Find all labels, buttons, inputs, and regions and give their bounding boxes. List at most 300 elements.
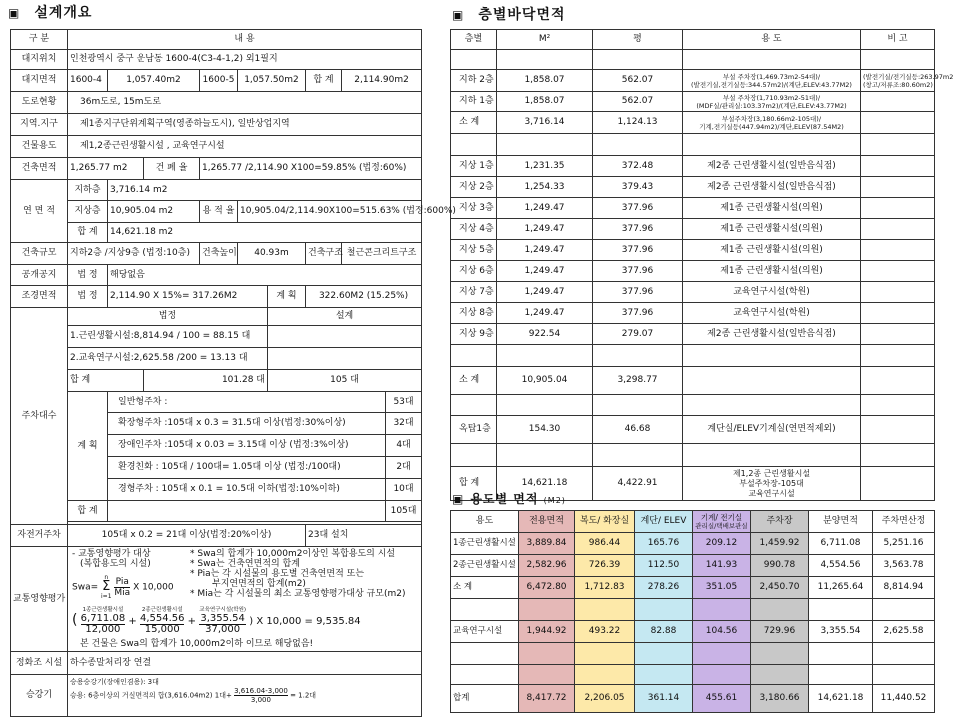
- traffic-line2: (복합용도의 시설): [80, 559, 151, 569]
- usage-mech: [693, 599, 751, 621]
- floor-use-line: (MDF실/관리실:103.37m2)/(계단,ELEV:43.77M2): [696, 101, 847, 110]
- coverage-ratio-value: 1,265.77 /2,114.90 X100=59.85% (법정:60%): [200, 158, 422, 180]
- floor-name: 지상 6층: [451, 261, 497, 282]
- usage-park: [751, 665, 809, 685]
- floor-note: [861, 395, 935, 416]
- usage-conv: 5,251.16: [873, 533, 935, 555]
- floor-name: [451, 395, 497, 416]
- floor-row: [451, 367, 935, 395]
- usage-unit: (M2): [543, 496, 566, 505]
- usage-hall: 1,712.83: [575, 577, 635, 599]
- usage-hall: [575, 643, 635, 665]
- usage-sale: 11,265.64: [809, 577, 873, 599]
- landscape-law-value: 2,114.90 X 15%= 317.26M2: [108, 286, 268, 308]
- bicycle-value: 105대 x 0.2 = 21대 이상(법정:20%이상): [68, 525, 306, 547]
- usage-conv: [873, 665, 935, 685]
- usage-use: 소 계: [451, 577, 519, 599]
- usage-header-own: 전용면적: [519, 511, 575, 533]
- floor-name: [451, 50, 497, 70]
- floor-use: 제1종 근린생활시설(의원): [683, 261, 861, 282]
- header-note: 비 고: [861, 30, 935, 50]
- floor-m2: 1,249.47: [497, 198, 593, 219]
- usage-conv: 2,625.58: [873, 621, 935, 643]
- floor-py: 377.96: [593, 261, 683, 282]
- floor-name: [451, 444, 497, 467]
- floor-py: 1,124.13: [593, 112, 683, 134]
- usage-own: [519, 599, 575, 621]
- floor-row: [451, 240, 935, 261]
- pia: Pia: [115, 576, 129, 587]
- term1-num: 6,711.08: [80, 613, 126, 624]
- elevator-frac-num: 3,616.04-3,000: [234, 687, 288, 695]
- floor-row: [451, 416, 935, 444]
- parking-law2: 2.교육연구시설:2,625.58 /200 = 13.13 대: [68, 348, 268, 370]
- floor-use-line: (발전기실,전기실등:344.57m2)/(계단,ELEV:43.77M2): [691, 80, 852, 89]
- floor-py: [593, 444, 683, 467]
- floor-py: 3,298.77: [593, 367, 683, 395]
- bicycle-label: 자전거주차: [11, 525, 68, 547]
- usage-stair: 112.50: [635, 555, 693, 577]
- parking-law2-row: [11, 348, 422, 370]
- parking-plan-count: 2대: [386, 457, 422, 479]
- floor-m2: 10,905.04: [497, 367, 593, 395]
- coverage-ratio-label: 건 폐 율: [144, 158, 200, 180]
- floor-note: [861, 345, 935, 367]
- usage-sale: 3,355.54: [809, 621, 873, 643]
- elevator-label: 승강기: [11, 675, 68, 717]
- elevator-line2: [70, 687, 419, 704]
- usage-header-conv: 주차면산정: [873, 511, 935, 533]
- landscape-law-label: 법 정: [68, 286, 108, 308]
- floor-note: [861, 70, 953, 92]
- sigma-icon: Σ: [102, 579, 111, 594]
- usage-sale: [809, 599, 873, 621]
- parking-plan-text: 환경친화 : 105대 / 100대= 1.05대 이상 (법정:/100대): [108, 457, 386, 479]
- usage-stair: 361.14: [635, 685, 693, 713]
- zone-value: 제1종지구단위계획구역(영종하늘도시), 일반상업지역: [68, 114, 422, 136]
- site-location-label: 대지위치: [11, 50, 68, 70]
- floor-row: [451, 395, 935, 416]
- floor-area-above-row: [11, 201, 422, 223]
- floor-py: 377.96: [593, 198, 683, 219]
- floor-area-total-value: 14,621.18 m2: [108, 223, 422, 243]
- usage-row: [451, 621, 935, 643]
- site-area-lot2: 1600-5: [200, 70, 238, 92]
- mia: Mia: [114, 587, 131, 598]
- usage-sale: [809, 665, 873, 685]
- floor-note-line: (창고/저류조:80.60m2): [863, 80, 933, 89]
- sigma-limits: [101, 574, 112, 600]
- usage-park: 1,459.92: [751, 533, 809, 555]
- floor-py: 379.43: [593, 177, 683, 198]
- landscape-label: 조경면적: [11, 286, 68, 308]
- floor-note: [861, 416, 935, 444]
- floor-use: 제2종 근린생활시설(일반음식점): [683, 156, 861, 177]
- header-content: 내 용: [68, 30, 422, 50]
- floor-py: [593, 50, 683, 70]
- usage-hall: 726.39: [575, 555, 635, 577]
- bicycle-design: 23대 설치: [306, 525, 422, 547]
- floor-use: [683, 345, 861, 367]
- traffic-row: [11, 547, 422, 652]
- elevator-row: [11, 675, 422, 717]
- right-section-title: ▣ 층별바닥면적: [452, 7, 566, 23]
- floor-m2: 14,621.18: [497, 467, 593, 501]
- usage-own: 3,889.84: [519, 533, 575, 555]
- floor-name: 지상 7층: [451, 282, 497, 303]
- term2: [140, 607, 185, 635]
- floor-use-line: 부설 주차장(1,710.93m2-51대)/: [722, 93, 821, 102]
- usage-mech: 209.12: [693, 533, 751, 555]
- floor-area-total-label: 합 계: [68, 223, 108, 243]
- parking-plan-count: 4대: [386, 435, 422, 457]
- header-floor: 층별: [451, 30, 497, 50]
- zone-row: [11, 114, 422, 136]
- floor-row: [451, 112, 935, 134]
- floor-py: 4,422.91: [593, 467, 683, 501]
- floor-use: 제1종 근린생활시설(의원): [683, 198, 861, 219]
- sewage-row: [11, 652, 422, 675]
- floor-area-label: 연 면 적: [11, 180, 68, 243]
- floor-row: [451, 70, 935, 92]
- floor-use: [683, 92, 861, 112]
- sigma-bottom: i=1: [101, 593, 112, 600]
- parking-header-row: [11, 308, 422, 326]
- site-area-row: [11, 70, 422, 92]
- parking-law1-row: [11, 326, 422, 348]
- term1: [81, 607, 126, 635]
- usage-stair: [635, 665, 693, 685]
- usage-section-title: ▣ 용도별 면적 (M2): [452, 492, 566, 506]
- floor-row: [451, 219, 935, 240]
- usage-mech: 104.56: [693, 621, 751, 643]
- floor-use: [683, 112, 861, 134]
- floor-use: 교육연구시설(학원): [683, 282, 861, 303]
- floor-row: [451, 261, 935, 282]
- floor-area-below-label: 지하층: [68, 180, 108, 201]
- far-label: 용 적 율: [200, 201, 238, 223]
- usage-own: [519, 665, 575, 685]
- floor-name: 지상 9층: [451, 324, 497, 345]
- traffic-note3: * Pia는 각 시설물의 용도별 건축연면적 또는: [190, 569, 365, 579]
- structure-label: 건축구조: [306, 243, 342, 265]
- usage-conv: [873, 643, 935, 665]
- usage-conv: 3,563.78: [873, 555, 935, 577]
- parking-law-header: 법정: [68, 308, 268, 326]
- sewage-label: 정화조 시설: [11, 652, 68, 675]
- usage-hall: [575, 599, 635, 621]
- usage-row: [451, 643, 935, 665]
- floor-note: [861, 177, 935, 198]
- design-overview-table: [10, 29, 456, 717]
- floor-row: [451, 303, 935, 324]
- floor-m2: 1,249.47: [497, 240, 593, 261]
- floor-row: [451, 50, 935, 70]
- usage-own: 1,944.92: [519, 621, 575, 643]
- floor-area-total-row: [11, 223, 422, 243]
- road-label: 도로현황: [11, 92, 68, 114]
- parking-total-row: [11, 501, 422, 522]
- usage-row: [451, 533, 935, 555]
- floor-note: [861, 324, 935, 345]
- traffic-note4: * Mia는 각 시설물의 최소 교통영향평가대상 규모(m2): [190, 589, 406, 599]
- site-location-row: [11, 50, 422, 70]
- traffic-note1: * Swa의 합계가 10,000m2이상인 복합용도의 시설: [190, 549, 396, 559]
- scale-floors: 지하2층 /지상9층 (법정:10층): [68, 243, 200, 265]
- left-section-title: ▣ 설계개요: [8, 5, 93, 21]
- zone-label: 지역.지구: [11, 114, 68, 136]
- floor-m2: 3,716.14: [497, 112, 593, 134]
- floor-m2: 1,249.47: [497, 282, 593, 303]
- floor-name: 지상 1층: [451, 156, 497, 177]
- building-area-label: 건축면적: [11, 158, 68, 180]
- usage-conv: 8,814.94: [873, 577, 935, 599]
- usage-hall: [575, 665, 635, 685]
- elevator-frac-den: 3,000: [250, 696, 271, 704]
- swa-label: Swa=: [72, 582, 99, 593]
- usage-stair: 278.26: [635, 577, 693, 599]
- usage-header-sale: 분양면적: [809, 511, 873, 533]
- usage-use: 교육연구시설: [451, 621, 519, 643]
- floor-m2: 1,231.35: [497, 156, 593, 177]
- traffic-formula: [72, 549, 417, 649]
- square-bullet-icon: ▣: [452, 8, 465, 22]
- floor-m2: [497, 134, 593, 156]
- floor-name: 지하 1층: [451, 92, 497, 112]
- floor-use: [683, 50, 861, 70]
- usage-mech: [693, 665, 751, 685]
- parking-label: 주차대수: [11, 308, 68, 525]
- usage-mech: [693, 643, 751, 665]
- floor-use: [683, 467, 861, 501]
- floor-m2: [497, 50, 593, 70]
- sewage-value: 하수종말처리장 연결: [68, 652, 422, 675]
- floor-note: [861, 367, 935, 395]
- floor-use-line: 교육연구시설: [748, 488, 795, 498]
- usage-sale: 14,621.18: [809, 685, 873, 713]
- term2-den: 15,000: [144, 624, 180, 635]
- elevator-fraction: [234, 687, 288, 704]
- floor-area-above-label: 지상층: [68, 201, 108, 223]
- elevator-cell: [68, 675, 422, 717]
- floor-use: 제2종 근린생활시설(일반음식점): [683, 324, 861, 345]
- floor-use-line: 부설주차장(3,180.66m2-105대)/: [721, 114, 822, 123]
- floor-py: 377.96: [593, 240, 683, 261]
- parking-sum-label: 합 계: [68, 370, 144, 392]
- site-area-area1: 1,057.40m2: [108, 70, 200, 92]
- usage-use: [451, 599, 519, 621]
- floor-row: [451, 134, 935, 156]
- usage-header-use: 용도: [451, 511, 519, 533]
- traffic-formula-cell: [68, 547, 422, 652]
- floor-m2: [497, 444, 593, 467]
- parking-design-header: 설계: [268, 308, 422, 326]
- usage-hall: 2,206.05: [575, 685, 635, 713]
- traffic-note2: * Swa는 건축연면적의 합계: [190, 559, 300, 569]
- usage-use: 1종근린생활시설: [451, 533, 519, 555]
- header-use: 용 도: [683, 30, 861, 50]
- usage-park: 729.96: [751, 621, 809, 643]
- site-area-area2: 1,057.50m2: [238, 70, 306, 92]
- usage-own: 6,472.80: [519, 577, 575, 599]
- floor-m2: 154.30: [497, 416, 593, 444]
- usage-use: 합계: [451, 685, 519, 713]
- traffic-conclusion: 본 건물은 Swa의 합계가 10,000m2이하 이므로 해당없음!: [80, 639, 314, 649]
- floor-row: [451, 92, 935, 112]
- paren-open: (: [72, 612, 78, 628]
- floor-name: [451, 345, 497, 367]
- public-space-value: 해당없음: [108, 265, 422, 286]
- floor-py: [593, 345, 683, 367]
- usage-use: 2종근린생활시설: [451, 555, 519, 577]
- floor-note: [861, 198, 935, 219]
- floor-name: 소 계: [451, 112, 497, 134]
- square-bullet-icon: ▣: [452, 492, 465, 506]
- public-space-row: [11, 265, 422, 286]
- floor-py: [593, 395, 683, 416]
- usage-sale: 4,554.56: [809, 555, 873, 577]
- site-area-sum: 2,114.90m2: [342, 70, 422, 92]
- parking-total-empty: [108, 501, 386, 522]
- building-use-value: 제1,2종근린생활시설 , 교육연구시설: [68, 136, 422, 158]
- usage-mech: 141.93: [693, 555, 751, 577]
- usage-use: [451, 665, 519, 685]
- building-use-row: [11, 136, 422, 158]
- road-row: [11, 92, 422, 114]
- floor-py: 377.96: [593, 303, 683, 324]
- usage-stair: 165.76: [635, 533, 693, 555]
- landscape-plan-label: 계 획: [268, 286, 306, 308]
- parking-plan-text: 경형주차 : 105대 x 0.1 = 10.5대 이하(법정:10%이하): [108, 479, 386, 501]
- floor-use: 계단실/ELEV기계실(연면적제외): [683, 416, 861, 444]
- term2-num: 4,554.56: [139, 613, 185, 624]
- scale-row: [11, 243, 422, 265]
- floor-use: [683, 444, 861, 467]
- bicycle-row: [11, 525, 422, 547]
- usage-area-table: [450, 510, 935, 713]
- floor-use: 제2종 근린생활시설(일반음식점): [683, 177, 861, 198]
- landscape-plan-value: 322.60M2 (15.25%): [306, 286, 422, 308]
- usage-mech: 351.05: [693, 577, 751, 599]
- floor-note: [861, 134, 935, 156]
- public-space-law-label: 법 정: [68, 265, 108, 286]
- site-area-lot1: 1600-4: [68, 70, 108, 92]
- traffic-label: 교통영향평가: [11, 547, 68, 652]
- traffic-line1: - 교통영향평가 대상: [72, 549, 151, 559]
- height-value: 40.93m: [238, 243, 306, 265]
- elevator-line2a: 승용: 6층이상의 거실면적의 합(3,616.04m2) 1대+: [70, 691, 232, 700]
- usage-sale: 6,711.08: [809, 533, 873, 555]
- parking-plan-text: 일반형주차 :: [108, 392, 386, 413]
- floor-name: 지상 8층: [451, 303, 497, 324]
- floor-note: [861, 240, 935, 261]
- term1-caption: 1종근린생활시설: [82, 607, 124, 613]
- usage-row: [451, 577, 935, 599]
- usage-own: [519, 643, 575, 665]
- floor-use: 제1종 근린생활시설(의원): [683, 240, 861, 261]
- floor-row: [451, 282, 935, 303]
- parking-plan-count: 53대: [386, 392, 422, 413]
- landscape-row: [11, 286, 422, 308]
- parking-plan-count: 32대: [386, 413, 422, 435]
- usage-own: 2,582.96: [519, 555, 575, 577]
- term3-num: 3,355.54: [200, 613, 245, 624]
- floor-note: [861, 261, 935, 282]
- floor-note: [861, 219, 935, 240]
- times-10000: X 10,000: [133, 582, 174, 593]
- header-m2: M²: [497, 30, 593, 50]
- floor-name: 지상 3층: [451, 198, 497, 219]
- floor-use-line: 기계,전기실등(447.94m2)/계단,ELEV(87.54M2): [699, 122, 844, 131]
- usage-header-hall: 복도/ 화장실: [575, 511, 635, 533]
- usage-row: [451, 665, 935, 685]
- floor-area-below-value: 3,716.14 m2: [108, 180, 422, 201]
- floor-name: 소 계: [451, 367, 497, 395]
- floor-note: [861, 467, 935, 501]
- usage-sale: [809, 643, 873, 665]
- pia-mia-fraction: [114, 577, 130, 598]
- floor-use: 교육연구시설(학원): [683, 303, 861, 324]
- usage-stair: 82.88: [635, 621, 693, 643]
- usage-park: 990.78: [751, 555, 809, 577]
- floor-m2: 1,249.47: [497, 303, 593, 324]
- floor-m2: 1,249.47: [497, 219, 593, 240]
- term2-caption: 2종근린생활시설: [141, 607, 183, 613]
- floor-area-above-value: 10,905.04 m2: [108, 201, 200, 223]
- floor-m2: [497, 345, 593, 367]
- plus-icon: +: [128, 616, 137, 627]
- overview-header-row: [11, 30, 422, 50]
- parking-plan-row-0: [11, 392, 422, 413]
- floor-note: [861, 156, 935, 177]
- floor-m2: 1,249.47: [497, 261, 593, 282]
- usage-row: [451, 555, 935, 577]
- floor-py: 46.68: [593, 416, 683, 444]
- parking-plan-count: 10대: [386, 479, 422, 501]
- header-category: 구 분: [11, 30, 68, 50]
- term3-den: 37,000: [205, 624, 241, 635]
- parking-law1-design: [268, 326, 422, 348]
- scale-label: 건축규모: [11, 243, 68, 265]
- floor-name: 합 계: [451, 467, 497, 501]
- traffic-note3b: 부지연면적의 합계(m2): [212, 579, 306, 589]
- floor-py: [593, 134, 683, 156]
- road-value: 36m도로, 15m도로: [68, 92, 422, 114]
- elevator-line1: 승용승강기(장애인겸용): 3대: [70, 678, 159, 686]
- floor-use: [683, 70, 861, 92]
- usage-own: 8,417.72: [519, 685, 575, 713]
- floor-row: [451, 324, 935, 345]
- site-area-sum-label: 합 계: [306, 70, 342, 92]
- floor-m2: 1,858.07: [497, 70, 593, 92]
- parking-plan-label: 계 획: [68, 392, 108, 501]
- parking-law2-design: [268, 348, 422, 370]
- usage-use: [451, 643, 519, 665]
- parking-plan-text: 확장형주차 :105대 x 0.3 = 31.5대 이상(법정:30%이상): [108, 413, 386, 435]
- floor-use: [683, 134, 861, 156]
- usage-conv: [873, 599, 935, 621]
- usage-park: [751, 599, 809, 621]
- floor-header-row: [451, 30, 935, 50]
- parking-design-sum: 105 대: [268, 370, 422, 392]
- usage-row: [451, 599, 935, 621]
- floor-row: [451, 156, 935, 177]
- floor-name: 지상 2층: [451, 177, 497, 198]
- sigma-top: n: [104, 574, 109, 581]
- floor-row: [451, 198, 935, 219]
- floor-row: [451, 177, 935, 198]
- floor-name: [451, 134, 497, 156]
